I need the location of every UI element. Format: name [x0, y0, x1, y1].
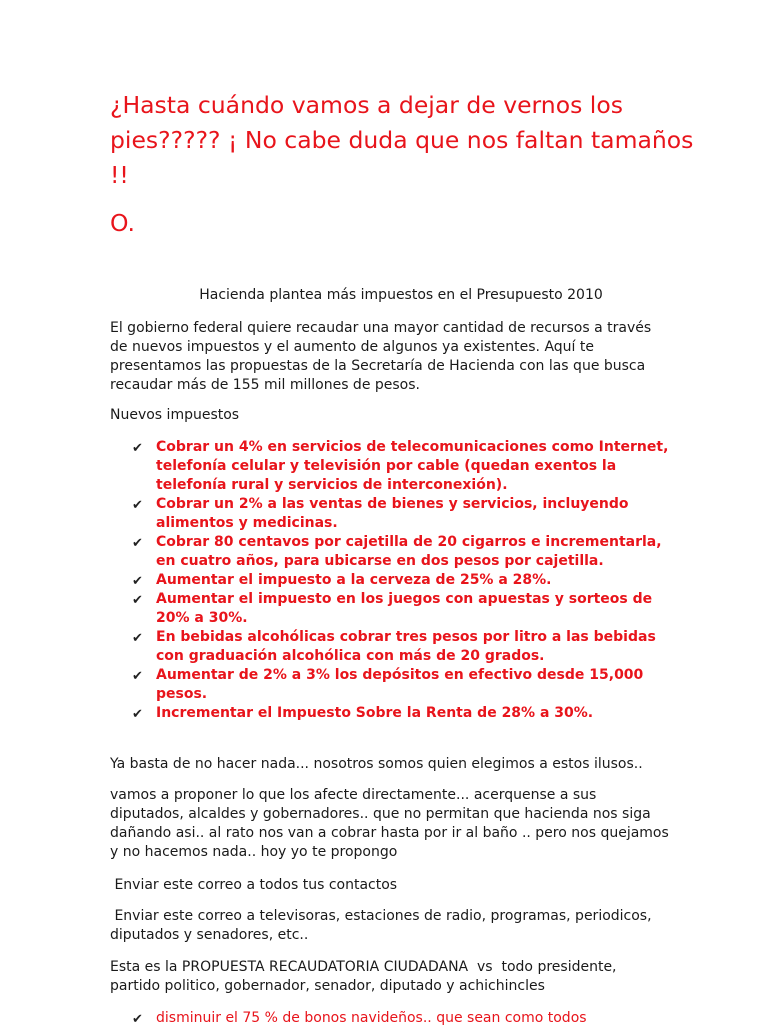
checkmark-icon: ✔ — [132, 536, 143, 551]
bullet-item — [110, 666, 670, 704]
checkmark-icon: ✔ — [132, 593, 143, 608]
paragraph-enviar-medios: Enviar este correo a televisoras, estaciones de radio, programas, periodicos, diputados y senadores, etc.. — [110, 908, 657, 943]
bullet-text: Aumentar el impuesto en los juegos con apuestas y sorteos de 20% a 30%. — [156, 591, 653, 626]
paragraph-basta: Ya basta de no hacer nada... nosotros somos quien elegimos a estos ilusos.. — [110, 756, 643, 772]
bullet-item — [110, 628, 670, 666]
bullet-text: Aumentar el impuesto a la cerveza de 25% a 28%. — [156, 572, 552, 588]
bullet-text: Cobrar un 4% en servicios de telecomunicaciones como Internet, telefonía celular y televisión por cable (quedan exentos la telefonía rural y servicios de interconexión). — [156, 439, 669, 493]
bullet-item — [110, 571, 670, 590]
article-title: Hacienda plantea más impuestos en el Presupuesto 2010 — [199, 287, 603, 303]
bullet-text: disminuir el 75 % de bonos navideños.. que sean como todos — [156, 1010, 587, 1026]
paragraph-propuesta: Esta es la PROPUESTA RECAUDATORIA CIUDADANA vs todo presidente, partido politico, gobernador, senador, diputado y achichincles — [110, 959, 621, 994]
checkmark-icon: ✔ — [132, 707, 143, 722]
checkmark-icon: ✔ — [132, 631, 143, 646]
bullet-item — [110, 704, 670, 723]
proposal-bullet-list — [110, 1009, 670, 1028]
headline-sub: O. — [110, 209, 136, 237]
bullet-item — [110, 1009, 670, 1028]
bullet-text: En bebidas alcohólicas cobrar tres pesos por litro a las bebidas con graduación alcohólica con más de 20 grados. — [156, 629, 656, 664]
tax-bullet-list — [110, 438, 670, 723]
intro-paragraph: El gobierno federal quiere recaudar una mayor cantidad de recursos a través de nuevos impuestos y el aumento de algunos ya existentes. Aquí te presentamos las propuestas de la Secretaría de Hacienda con las que busca recaudar más de 155 mil millones de pesos. — [110, 320, 652, 393]
checkmark-icon: ✔ — [132, 669, 143, 684]
checkmark-icon: ✔ — [132, 498, 143, 513]
paragraph-enviar-contactos: Enviar este correo a todos tus contactos — [110, 877, 398, 893]
bullet-text: Cobrar un 2% a las ventas de bienes y servicios, incluyendo alimentos y medicinas. — [156, 496, 629, 531]
bullet-text: Cobrar 80 centavos por cajetilla de 20 cigarros e incrementarla, en cuatro años, para ubicarse en dos pesos por cajetilla. — [156, 534, 662, 569]
checkmark-icon: ✔ — [132, 1012, 143, 1027]
checkmark-icon: ✔ — [132, 441, 143, 456]
bullet-item — [110, 590, 670, 628]
bullet-text: Aumentar de 2% a 3% los depósitos en efectivo desde 15,000 pesos. — [156, 667, 644, 702]
section-label: Nuevos impuestos — [110, 407, 240, 423]
bullet-item — [110, 533, 670, 571]
headline: ¿Hasta cuándo vamos a dejar de vernos los pies????? ¡ No cabe duda que nos faltan tamaños !! — [110, 91, 694, 189]
paragraph-proponer: vamos a proponer lo que los afecte directamente... acerquense a sus diputados, alcaldes y gobernadores.. que no permitan que hacienda nos siga dañando asi.. al rato nos van a cobrar hasta por ir al baño .. pero nos quejamos y no hacemos nada.. hoy yo te propongo — [110, 787, 669, 860]
bullet-text: Incrementar el Impuesto Sobre la Renta de 28% a 30%. — [156, 705, 594, 721]
bullet-item — [110, 438, 670, 495]
checkmark-icon: ✔ — [132, 574, 143, 589]
bullet-item — [110, 495, 670, 533]
